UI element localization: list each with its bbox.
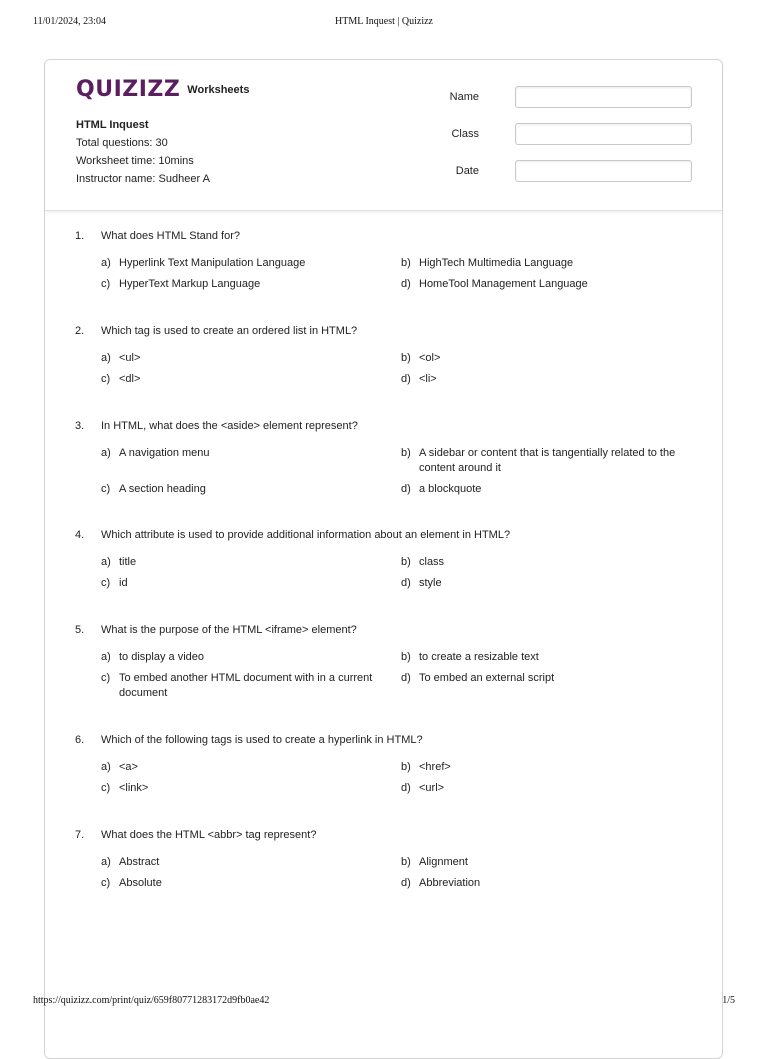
option-letter: c) — [101, 577, 111, 589]
question-item — [75, 829, 702, 891]
question-line — [75, 325, 702, 341]
option-letter: a) — [101, 257, 111, 269]
option-letter: a) — [101, 447, 111, 459]
quizizz-logo: QUIZIZZ — [76, 77, 181, 102]
worksheet-time: Worksheet time: 10mins — [76, 155, 194, 167]
question-number: 7. — [75, 829, 85, 841]
question-item — [75, 734, 702, 796]
option-letter: a) — [101, 761, 111, 773]
total-questions: Total questions: 30 — [76, 137, 168, 149]
answer-option — [401, 876, 701, 891]
question-text: What does HTML Stand for? — [101, 230, 240, 242]
answer-option — [101, 446, 401, 476]
date-label: Date — [455, 165, 479, 177]
option-text: <url> — [419, 782, 445, 794]
option-text: HyperText Markup Language — [119, 278, 261, 290]
answer-option — [401, 781, 701, 796]
option-text: Absolute — [119, 877, 162, 889]
print-datetime: 11/01/2024, 23:04 — [33, 16, 106, 27]
answer-option — [101, 760, 401, 775]
option-text: <dl> — [119, 373, 141, 385]
option-letter: c) — [101, 278, 111, 290]
answer-option — [401, 256, 701, 271]
option-letter: c) — [101, 483, 111, 495]
question-item — [75, 529, 702, 591]
answer-options — [101, 555, 702, 591]
answer-option — [401, 446, 701, 476]
option-letter: d) — [401, 672, 411, 684]
option-letter: b) — [401, 856, 411, 868]
question-line — [75, 829, 702, 845]
class-label: Class — [451, 128, 479, 140]
option-text: Abstract — [119, 856, 160, 868]
option-text: A section heading — [119, 483, 206, 495]
answer-option — [101, 372, 401, 387]
option-letter: b) — [401, 352, 411, 364]
student-fields — [449, 86, 692, 197]
question-text: What does the HTML <abbr> tag represent? — [101, 829, 317, 841]
answer-option — [401, 576, 701, 591]
print-title: HTML Inquest | Quizizz — [335, 16, 433, 27]
answer-option — [101, 855, 401, 870]
name-label: Name — [449, 91, 479, 103]
option-letter: a) — [101, 556, 111, 568]
answer-option — [101, 650, 401, 665]
worksheet-card — [44, 59, 723, 1059]
brand-subtitle: Worksheets — [187, 84, 250, 96]
option-text: a blockquote — [419, 483, 482, 495]
answer-option — [401, 277, 701, 292]
date-field-row — [452, 160, 692, 197]
option-text: Alignment — [419, 856, 468, 868]
worksheet-title: HTML Inquest — [76, 119, 149, 131]
question-text: What is the purpose of the HTML <iframe> element? — [101, 624, 357, 636]
worksheet-header — [45, 60, 722, 211]
answer-option — [401, 482, 701, 497]
option-letter: d) — [401, 877, 411, 889]
option-letter: d) — [401, 782, 411, 794]
option-letter: a) — [101, 651, 111, 663]
option-letter: c) — [101, 782, 111, 794]
question-item — [75, 325, 702, 387]
question-number: 3. — [75, 420, 85, 432]
option-letter: d) — [401, 577, 411, 589]
option-letter: c) — [101, 877, 111, 889]
option-text: HighTech Multimedia Language — [419, 257, 574, 269]
answer-option — [101, 781, 401, 796]
answer-option — [101, 876, 401, 891]
answer-option — [401, 855, 701, 870]
option-text: <link> — [119, 782, 149, 794]
answer-option — [401, 555, 701, 570]
option-text: style — [419, 577, 442, 589]
answer-option — [401, 351, 701, 366]
option-letter: b) — [401, 556, 411, 568]
answer-option — [401, 760, 701, 775]
answer-option — [101, 671, 401, 701]
instructor-name: Instructor name: Sudheer A — [76, 173, 210, 185]
option-letter: c) — [101, 373, 111, 385]
option-text: <href> — [419, 761, 451, 773]
question-text: Which tag is used to create an ordered list in HTML? — [101, 325, 358, 337]
answer-options — [101, 855, 702, 891]
name-field[interactable] — [515, 86, 692, 108]
option-text: Hyperlink Text Manipulation Language — [119, 257, 306, 269]
option-letter: d) — [401, 483, 411, 495]
option-text: <ol> — [419, 352, 441, 364]
option-text: <li> — [419, 373, 437, 385]
question-item — [75, 230, 702, 292]
option-text: A navigation menu — [119, 447, 210, 459]
answer-option — [101, 482, 401, 497]
answer-option — [401, 671, 701, 701]
name-field-row — [449, 86, 692, 123]
class-field[interactable] — [515, 123, 692, 145]
option-letter: d) — [401, 278, 411, 290]
option-letter: b) — [401, 257, 411, 269]
question-number: 2. — [75, 325, 85, 337]
option-text: To embed an external script — [419, 672, 555, 684]
answer-option — [401, 650, 701, 665]
option-letter: b) — [401, 761, 411, 773]
print-page-number: 1/5 — [722, 995, 735, 1006]
answer-options — [101, 256, 702, 292]
answer-option — [101, 555, 401, 570]
option-letter: b) — [401, 447, 411, 459]
class-field-row — [452, 123, 692, 160]
question-number: 1. — [75, 230, 85, 242]
question-line — [75, 734, 702, 750]
option-text: id — [119, 577, 128, 589]
question-item — [75, 420, 702, 497]
answer-option — [101, 351, 401, 366]
option-letter: d) — [401, 373, 411, 385]
answer-options — [101, 650, 702, 701]
option-text: To embed another HTML document with in a current document — [119, 672, 373, 699]
option-text: Abbreviation — [419, 877, 481, 889]
date-field[interactable] — [515, 160, 692, 182]
question-line — [75, 420, 702, 436]
question-text: Which attribute is used to provide additional information about an element in HTML? — [101, 529, 511, 541]
option-letter: c) — [101, 672, 111, 684]
answer-option — [101, 277, 401, 292]
option-text: <a> — [119, 761, 138, 773]
option-text: A sidebar or content that is tangentially related to the content around it — [419, 447, 676, 474]
option-text: to create a resizable text — [419, 651, 539, 663]
option-text: class — [419, 556, 445, 568]
question-text: In HTML, what does the <aside> element represent? — [101, 420, 358, 432]
option-text: HomeTool Management Language — [419, 278, 588, 290]
option-letter: b) — [401, 651, 411, 663]
question-number: 4. — [75, 529, 85, 541]
answer-option — [401, 372, 701, 387]
question-text: Which of the following tags is used to create a hyperlink in HTML? — [101, 734, 423, 746]
option-text: title — [119, 556, 137, 568]
answer-options — [101, 351, 702, 387]
option-letter: a) — [101, 856, 111, 868]
answer-option — [101, 576, 401, 591]
option-text: to display a video — [119, 651, 204, 663]
question-line — [75, 624, 702, 640]
question-item — [75, 624, 702, 701]
question-line — [75, 230, 702, 246]
question-line — [75, 529, 702, 545]
question-number: 6. — [75, 734, 85, 746]
option-text: <ul> — [119, 352, 141, 364]
answer-options — [101, 760, 702, 796]
question-number: 5. — [75, 624, 85, 636]
option-letter: a) — [101, 352, 111, 364]
print-url: https://quizizz.com/print/quiz/659f80771283172d9fb0ae42 — [33, 995, 270, 1006]
answer-options — [101, 446, 702, 497]
answer-option — [101, 256, 401, 271]
brand — [76, 79, 249, 101]
